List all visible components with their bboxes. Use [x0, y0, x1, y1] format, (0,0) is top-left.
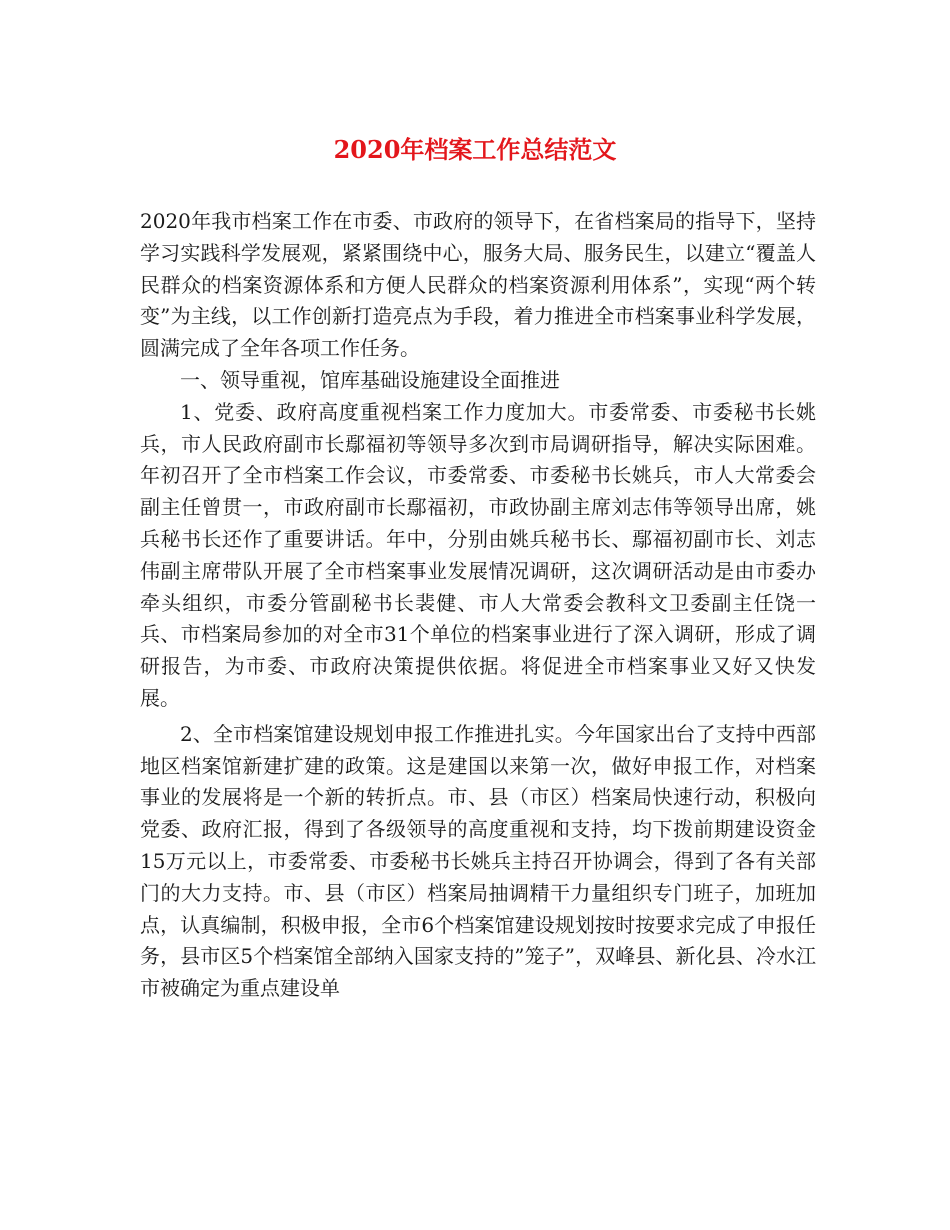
document-title: 2020年档案工作总结范文 [333, 135, 617, 164]
paragraph-item-1: 1、党委、政府高度重视档案工作力度加大。市委常委、市委秘书长姚兵，市人民政府副市长鄢福初等领导多次到市局调研指导，解决实际困难。年初召开了全市档案工作会议，市委常委、市委秘书长姚兵，市人大常委会副主任曾贯一，市政府副市长鄢福初，市政协副主席刘志伟等领导出席，姚兵秘书长还作了重要讲话。年中，分别由姚兵秘书长、鄢福初副市长、刘志伟副主席带队开展了全市档案事业发展情况调研，这次调研活动是由市委办牵头组织，市委分管副秘书长裴健、市人大常委会教科文卫委副主任饶一兵、市档案局参加的对全市31个单位的档案事业进行了深入调研，形成了调研报告，为市委、市政府决策提供依据。将促进全市档案事业又好又快发展。 [140, 399, 816, 710]
section-heading-1: 一、领导重视，馆库基础设施建设全面推进 [180, 367, 560, 392]
paragraph-item-2: 2、全市档案馆建设规划申报工作推进扎实。今年国家出台了支持中西部地区档案馆新建扩建的政策。这是建国以来第一次，做好申报工作，对档案事业的发展将是一个新的转折点。市、县（市区）档案局快速行动，积极向党委、政府汇报，得到了各级领导的高度重视和支持，均下拨前期建设资金15万元以上，市委常委、市委秘书长姚兵主持召开协调会，得到了各有关部门的大力支持。市、县（市区）档案局抽调精干力量组织专门班子，加班加点，认真编制，积极申报，全市6个档案馆建设规划按时按要求完成了申报任务，县市区5个档案馆全部纳入国家支持的”笼子”，双峰县、新化县、冷水江市被确定为重点建设单 [140, 721, 816, 1001]
document-body [140, 206, 816, 1005]
intro-paragraph: 2020年我市档案工作在市委、市政府的领导下，在省档案局的指导下，坚持学习实践科学发展观，紧紧围绕中心，服务大局、服务民生，以建立“覆盖人民群众的档案资源体系和方便人民群众的档案资源利用体系”，实现“两个转变”为主线，以工作创新打造亮点为手段，着力推进全市档案事业科学发展，圆满完成了全年各项工作任务。 [140, 209, 816, 361]
